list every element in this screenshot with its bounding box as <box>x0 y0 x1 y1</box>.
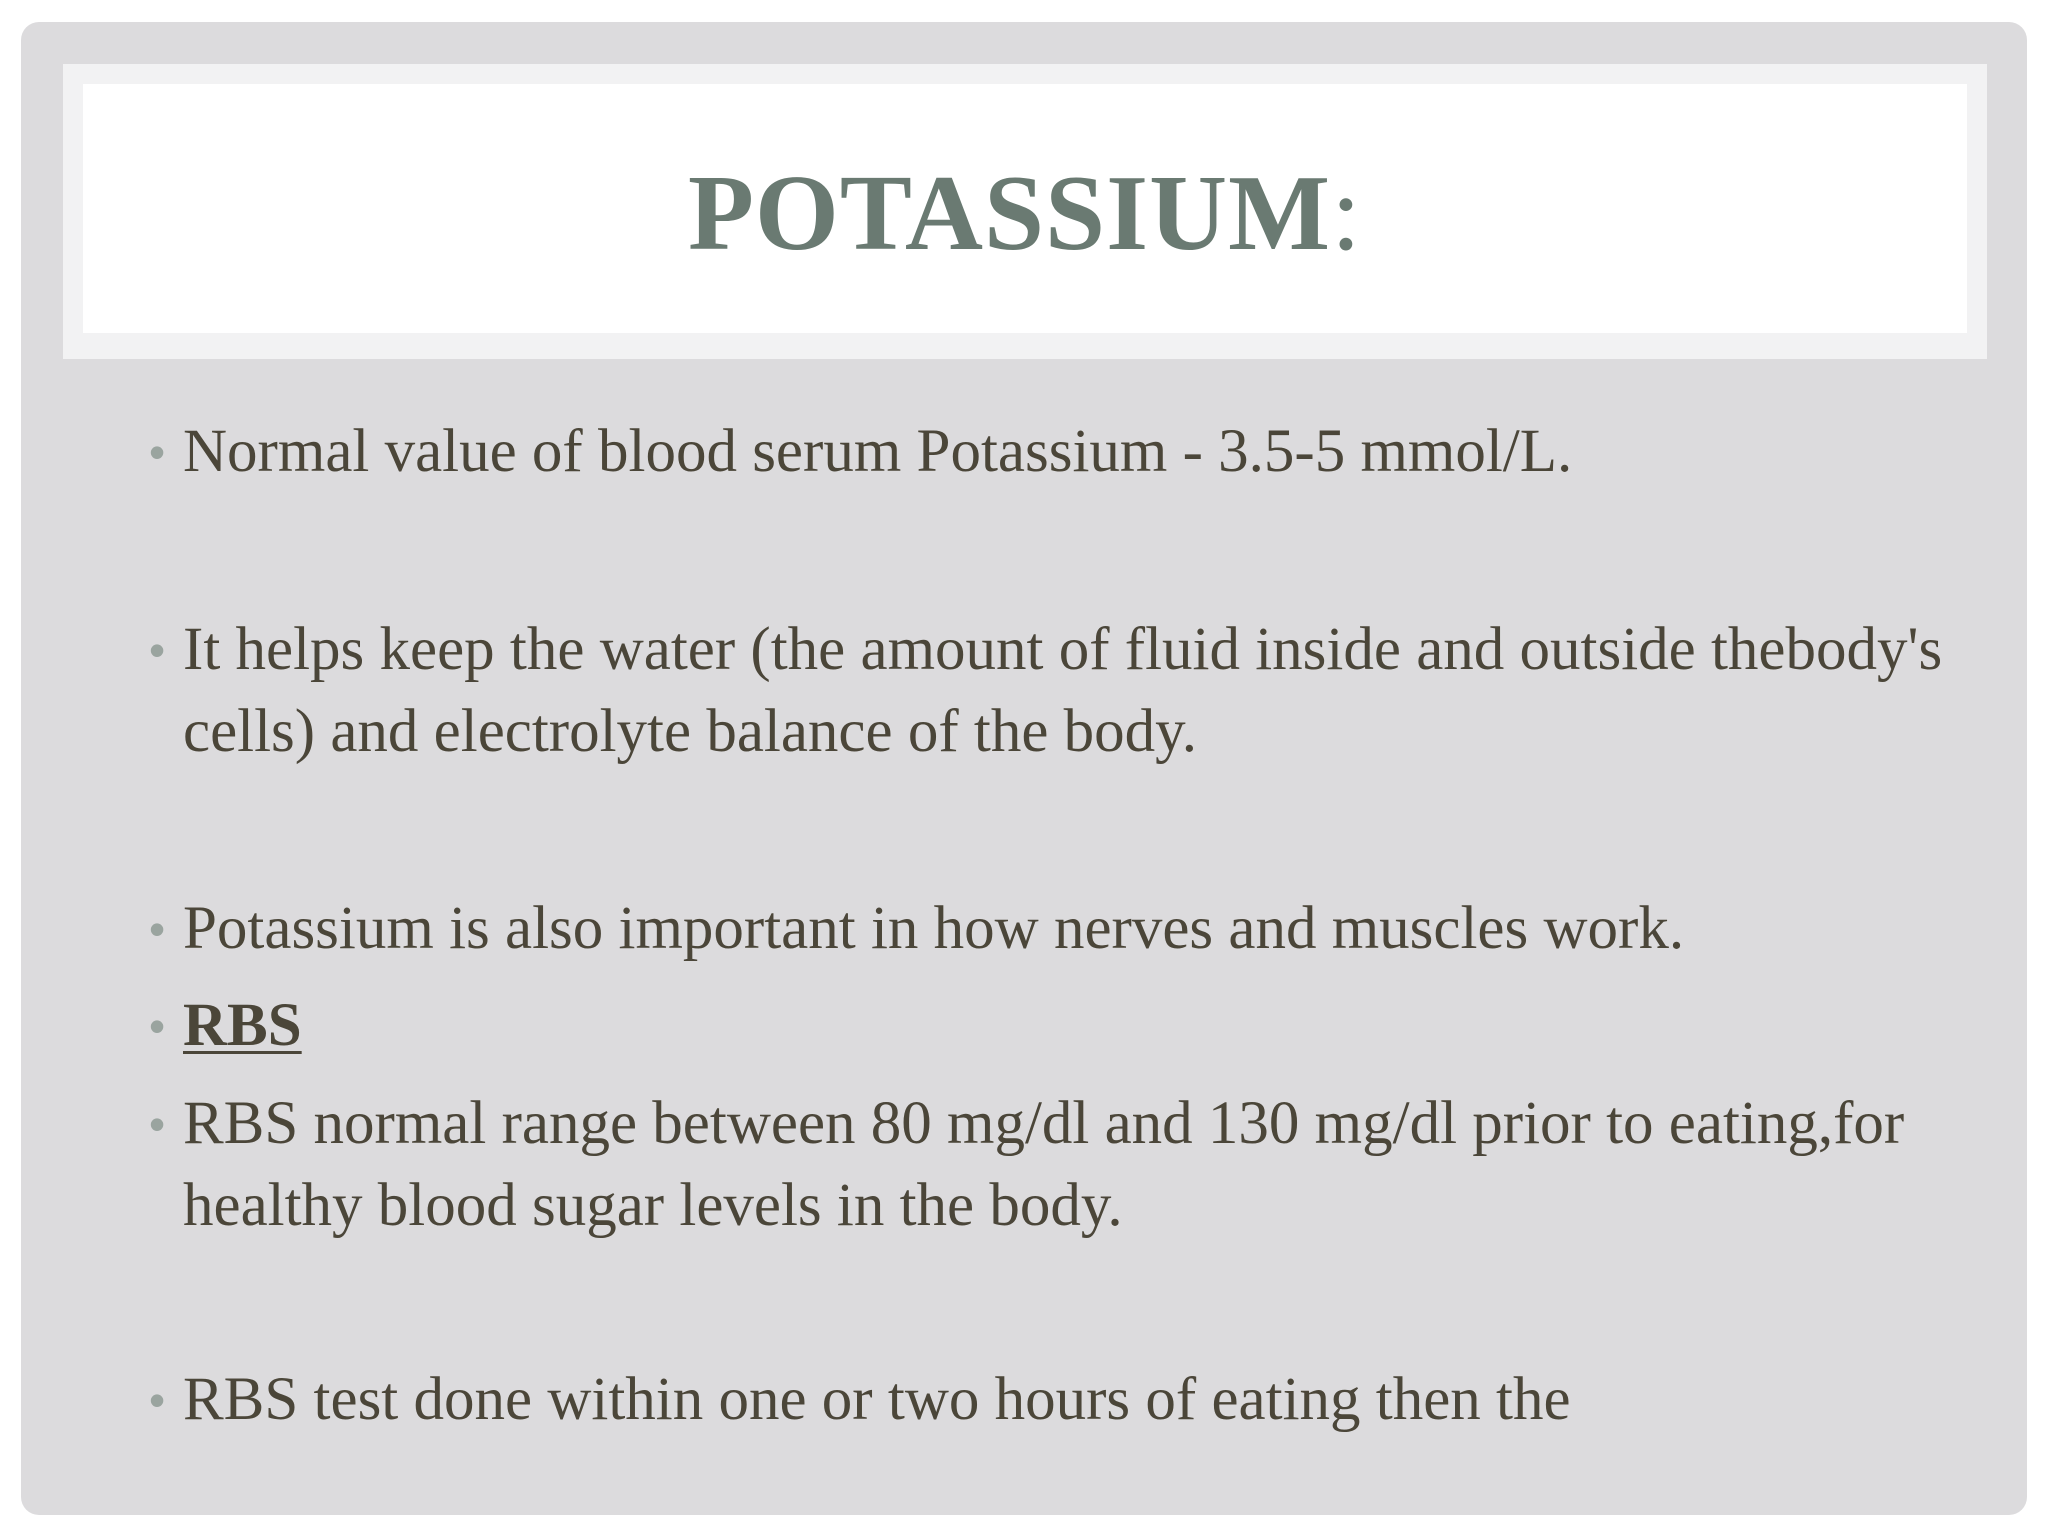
bullet-marker: • <box>149 1374 166 1426</box>
bullet-item <box>149 609 1943 773</box>
bullet-marker: • <box>149 624 166 676</box>
bullet-item <box>149 411 1943 493</box>
slide-title-text: POTASSIUM <box>687 153 1332 273</box>
bullet-text: It helps keep the water (the amount of fluid inside and outside thebody's cells) and electrolyte balance of the body. <box>183 616 1943 765</box>
bullet-text: RBS test done within one or two hours of eating then the <box>183 1366 1571 1433</box>
bullet-marker: • <box>149 903 166 955</box>
bullet-marker: • <box>149 1000 166 1052</box>
bullet-marker: • <box>149 1098 166 1150</box>
slide-title-colon: : <box>1331 153 1363 273</box>
rbs-heading: RBS <box>183 992 302 1059</box>
bullet-text: RBS normal range between 80 mg/dl and 130 mg/dl prior to eating,for healthy blood sugar levels in the body. <box>183 1090 1905 1239</box>
bullet-text: Potassium is also important in how nerves and muscles work. <box>183 895 1685 962</box>
bullet-list <box>21 22 2027 1515</box>
bullet-marker: • <box>149 426 166 478</box>
bullet-item <box>149 1083 1943 1247</box>
bullet-item <box>149 985 1943 1067</box>
bullet-item <box>149 1359 1943 1441</box>
slide <box>21 22 2027 1515</box>
bullet-item <box>149 888 1943 970</box>
bullet-text: Normal value of blood serum Potassium - 3.5-5 mmol/L. <box>183 418 1573 485</box>
